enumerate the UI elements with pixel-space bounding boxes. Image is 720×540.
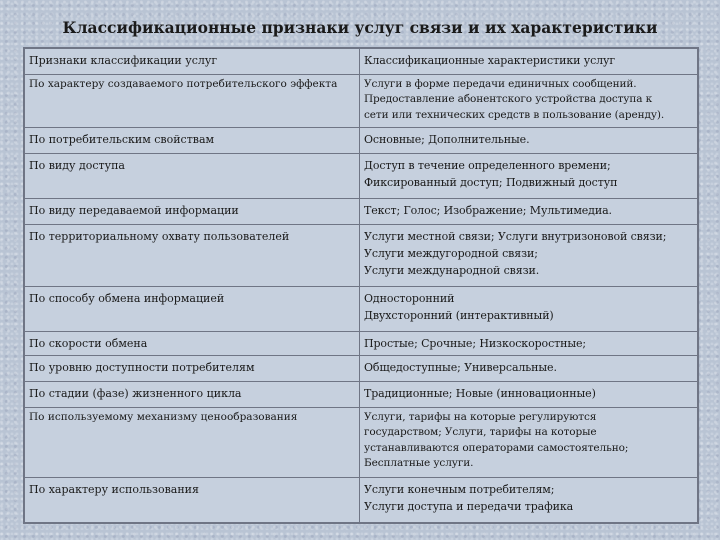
characteristic-line: Основные; Дополнительные. [364,133,530,147]
criterion-cell: По используемому механизму ценообразования [25,407,360,477]
characteristic-line: Доступ в течение определенного времени; [364,158,611,172]
criterion-cell: По способу обмена информацией [25,287,360,332]
table-row [25,128,698,154]
characteristics-cell [360,199,698,225]
characteristic-line: Услуги, тарифы на которые регулируются [364,410,597,423]
characteristic-line: Услуги конечным потребителям; [364,482,555,496]
table-row [25,224,698,286]
table-row [25,332,698,356]
table-body [25,49,698,523]
table-row [25,74,698,127]
characteristic-line: Бесплатные услуги. [364,457,474,470]
criterion-cell: По потребительским свойствам [25,128,360,154]
criterion-cell: По характеру создаваемого потребительского эффекта [25,74,360,127]
classification-table-container [23,47,699,524]
characteristic-line: Услуги междугородной связи; [364,246,538,260]
table-header-row [25,49,698,75]
criterion-cell: По уровню доступности потребителям [25,356,360,382]
characteristics-cell [360,74,698,127]
criterion-cell: По виду передаваемой информации [25,199,360,225]
characteristics-cell [360,128,698,154]
characteristics-cell [360,356,698,382]
table-row [25,153,698,198]
characteristics-cell [360,224,698,286]
characteristic-line: Услуги доступа и передачи трафика [364,499,574,513]
characteristic-line: Фиксированный доступ; Подвижный доступ [364,175,618,189]
criterion-cell: По виду доступа [25,153,360,198]
characteristic-line: Традиционные; Новые (инновационные) [364,386,596,400]
characteristic-line: Двухсторонний (интерактивный) [364,309,554,323]
characteristic-line: сети или технических средств в пользование (аренду). [364,108,665,121]
classification-table [24,48,698,523]
table-row [25,407,698,477]
characteristic-line: Односторонний [364,292,455,306]
characteristic-line: Общедоступные; Универсальные. [364,361,557,375]
table-row [25,356,698,382]
characteristic-line: Предоставление абонентского устройства доступа к [364,93,653,106]
table-row [25,287,698,332]
criterion-cell: По скорости обмена [25,332,360,356]
characteristics-cell [360,332,698,356]
criterion-cell: По стадии (фазе) жизненного цикла [25,381,360,407]
characteristics-cell [360,381,698,407]
characteristic-line: Услуги международной связи. [364,263,540,277]
characteristics-cell [360,287,698,332]
characteristic-line: Простые; Срочные; Низкоскоростные; [364,337,587,351]
characteristics-cell [360,477,698,522]
characteristic-line: Услуги местной связи; Услуги внутризоновой связи; [364,229,667,243]
header-characteristics-cell [360,49,698,75]
characteristic-line: Текст; Голос; Изображение; Мультимедиа. [364,204,612,218]
characteristics-cell [360,153,698,198]
characteristics-cell [360,407,698,477]
criterion-cell: По территориальному охвату пользователей [25,224,360,286]
table-row [25,199,698,225]
slide-title: Классификационные признаки услуг связи и их характеристики [62,18,658,37]
header-criterion-cell: Признаки классификации услуг [25,49,360,75]
characteristic-line: Классификационные характеристики услуг [364,54,616,67]
characteristic-line: устанавливаются операторами самостоятельно; [364,441,629,454]
characteristic-line: Услуги в форме передачи единичных сообщений. [364,77,637,90]
table-row [25,477,698,522]
table-row [25,381,698,407]
characteristic-line: государством; Услуги, тарифы на которые [364,426,597,439]
criterion-cell: По характеру использования [25,477,360,522]
